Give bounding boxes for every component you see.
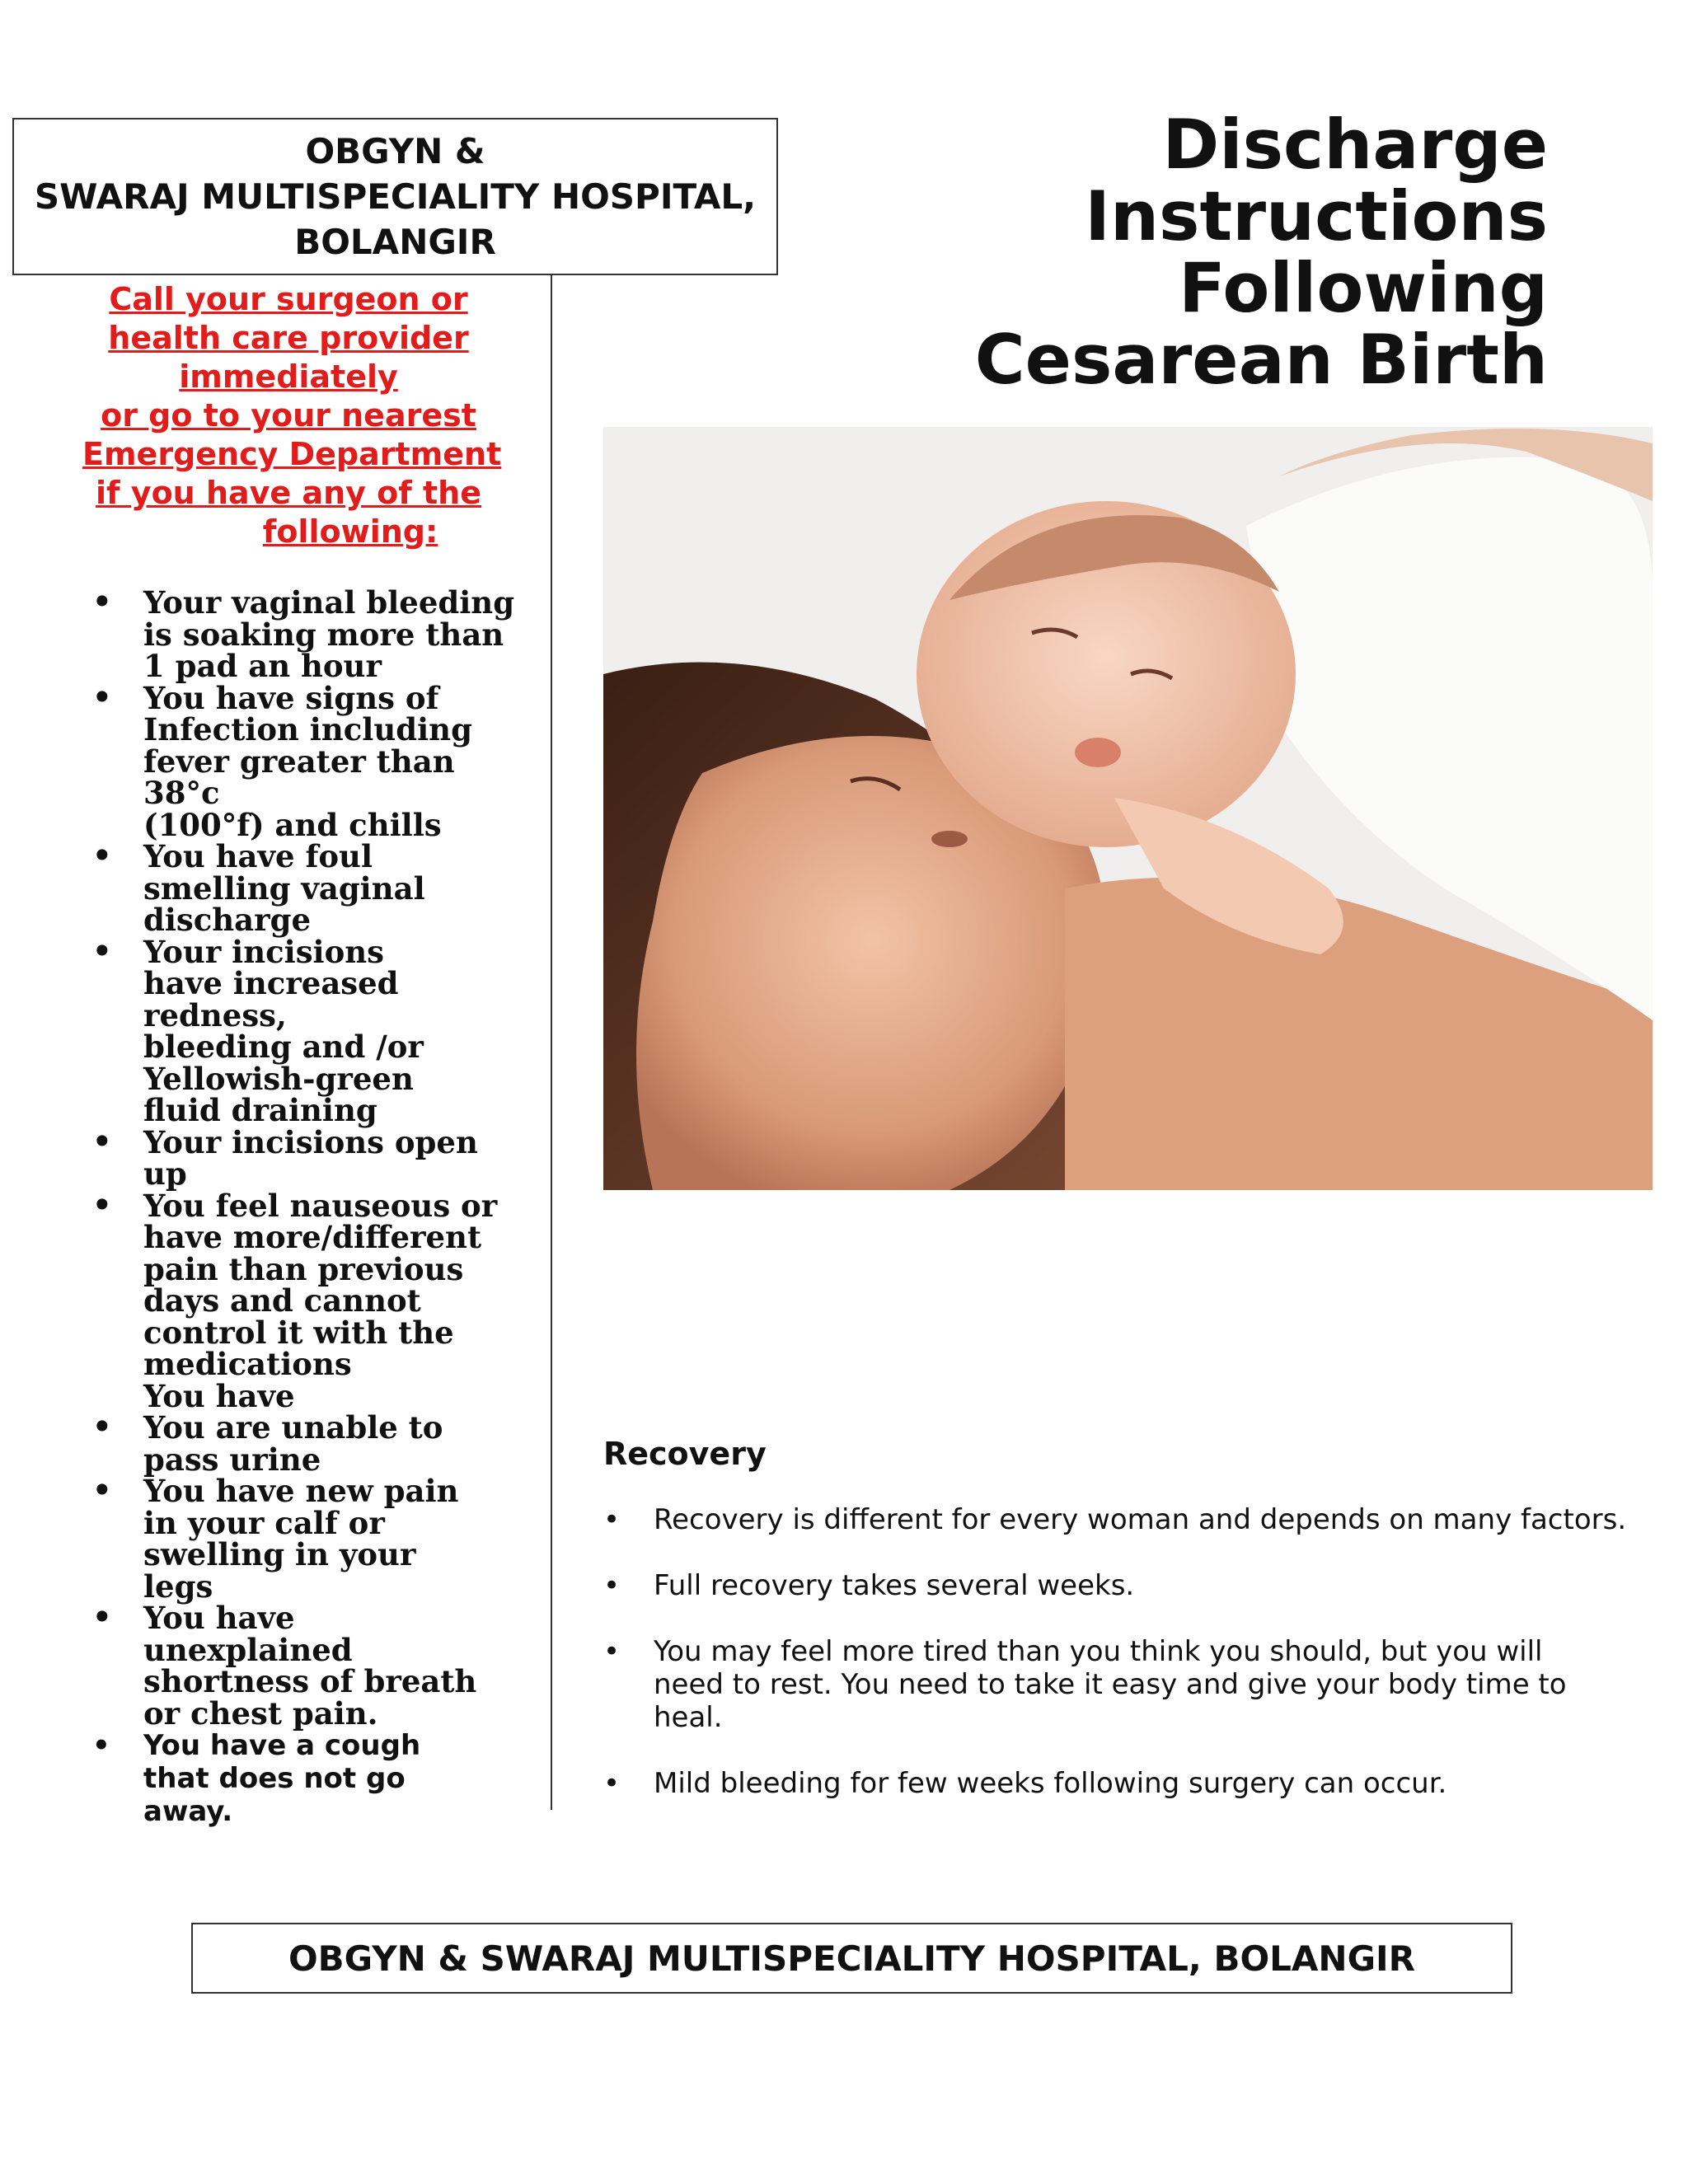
bullet-icon: • — [603, 1569, 621, 1602]
item-text-line: away. — [143, 1795, 233, 1828]
item-text-line: fever greater than — [143, 743, 455, 780]
item-text-line: You have a cough — [143, 1729, 421, 1762]
recovery-item — [603, 1635, 1592, 1734]
item-text-line: that does not go — [143, 1762, 406, 1795]
item-text-line: (100°f) and chills — [143, 806, 442, 843]
footer-hospital-name: OBGYN & SWARAJ MULTISPECIALITY HOSPITAL, BOLANGIR — [191, 1923, 1512, 1994]
item-text-line: smelling vaginal — [143, 869, 425, 907]
bullet-icon: • — [603, 1503, 621, 1536]
title-line: Discharge Instructions — [1085, 105, 1548, 256]
item-text-line: bleeding and /or — [143, 1029, 424, 1065]
item-text-line: medications — [143, 1346, 352, 1382]
column-divider — [551, 275, 552, 1810]
item-text-line: legs — [143, 1568, 213, 1605]
symptom-item — [92, 584, 515, 684]
bullet-icon: • — [92, 1729, 110, 1762]
item-text-line: You have foul — [143, 838, 373, 874]
symptom-item — [92, 1473, 504, 1605]
item-text-line: need to rest. You need to take it easy and give your body time to — [654, 1668, 1567, 1701]
bullet-icon: • — [92, 1473, 112, 1508]
warning-line: Emergency Department — [82, 436, 502, 472]
symptom-item — [92, 1729, 504, 1828]
hospital-name-box — [12, 118, 778, 275]
item-text-line: 38°c — [143, 775, 220, 811]
item-text-line: You feel nauseous or — [143, 1187, 498, 1224]
bullet-icon: • — [92, 1409, 112, 1445]
warning-line: health care provider — [108, 320, 469, 356]
recovery-list — [603, 1503, 1627, 1833]
item-text-line: or chest pain. — [143, 1694, 378, 1732]
item-text-line: You have new pain — [143, 1473, 459, 1509]
item-text-line: in your calf or — [143, 1504, 385, 1541]
symptom-list — [92, 584, 515, 1828]
warning-line: immediately — [179, 359, 398, 395]
item-text-line: You have — [143, 1600, 295, 1636]
item-text-line: Yellowish-green — [143, 1060, 414, 1097]
bullet-icon: • — [92, 584, 112, 620]
item-text-line: pass urine — [143, 1441, 321, 1478]
symptom-item — [92, 838, 504, 938]
symptom-item — [92, 933, 504, 1128]
symptom-item — [92, 1123, 504, 1192]
item-text-line: swelling in your — [143, 1536, 416, 1572]
emergency-warning — [82, 280, 502, 551]
item-text-line: fluid draining — [143, 1092, 377, 1128]
mother-baby-photo — [603, 427, 1653, 1190]
document-title — [724, 105, 1548, 400]
bullet-icon: • — [92, 933, 112, 969]
item-text-line: Recovery is different for every woman and depends on many factors. — [654, 1503, 1627, 1536]
item-text-line: Your incisions open — [143, 1123, 478, 1160]
item-text-line: shortness of breath — [143, 1663, 477, 1699]
item-text-line: 1 pad an hour — [143, 648, 382, 684]
item-text-line: unexplained — [143, 1631, 353, 1668]
warning-line: Call your surgeon or — [109, 281, 468, 317]
item-text-line: heal. — [654, 1701, 723, 1734]
hospital-name-line: SWARAJ MULTISPECIALITY HOSPITAL, — [34, 176, 757, 217]
bullet-icon: • — [92, 1600, 112, 1635]
symptom-item — [92, 1187, 504, 1414]
item-text-line: You may feel more tired than you think you should, but you will — [654, 1635, 1543, 1668]
item-text-line: Full recovery takes several weeks. — [654, 1569, 1135, 1602]
item-text-line: You are unable to — [143, 1409, 443, 1446]
title-line: Cesarean Birth — [974, 320, 1548, 400]
item-text-line: have more/different — [143, 1219, 482, 1255]
bullet-icon: • — [92, 1123, 112, 1160]
bullet-icon: • — [92, 838, 112, 874]
recovery-item — [603, 1503, 1627, 1536]
hospital-name-line: OBGYN & — [305, 131, 485, 171]
item-text-line: have increased — [143, 965, 399, 1001]
recovery-item — [603, 1569, 1592, 1602]
recovery-item — [603, 1767, 1592, 1800]
item-text-line: Your vaginal bleeding — [143, 584, 515, 621]
item-text-line: discharge — [143, 902, 312, 938]
item-text-line: Your incisions — [143, 933, 384, 970]
bullet-icon: • — [603, 1767, 621, 1800]
hospital-name-line: BOLANGIR — [294, 222, 496, 262]
item-text-line: is soaking more than — [143, 616, 504, 653]
symptom-item — [92, 1409, 504, 1478]
warning-line: following: — [262, 513, 438, 550]
item-text-line: up — [143, 1155, 187, 1192]
item-text-line: control it with the — [143, 1314, 454, 1351]
item-text-line: Infection including — [143, 711, 472, 748]
item-text-line: pain than previous — [143, 1250, 464, 1287]
title-line: Following — [1179, 248, 1548, 328]
item-text-line: You have — [143, 1377, 295, 1414]
bullet-icon: • — [603, 1635, 621, 1668]
item-text-line: You have signs of — [143, 679, 439, 716]
bullet-icon: • — [92, 1187, 112, 1223]
item-text-line: days and cannot — [143, 1282, 421, 1319]
symptom-item — [92, 1600, 504, 1732]
recovery-heading: Recovery — [603, 1436, 767, 1472]
bullet-icon: • — [92, 679, 112, 715]
symptom-item — [92, 679, 504, 843]
warning-line: or go to your nearest — [101, 397, 476, 434]
item-text-line: redness, — [143, 996, 287, 1033]
item-text-line: Mild bleeding for few weeks following surgery can occur. — [654, 1767, 1447, 1800]
warning-line: if you have any of the — [96, 475, 481, 511]
